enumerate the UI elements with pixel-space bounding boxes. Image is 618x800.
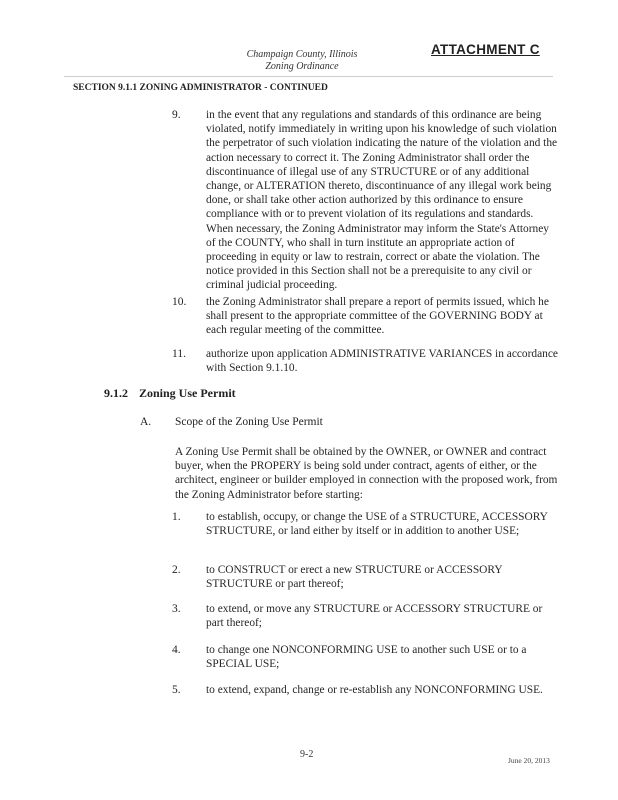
item-number: 10. bbox=[172, 296, 187, 308]
item-text: the Zoning Administrator shall prepare a report of permits issued, which he shall present to the appropriate committee of the GOVERNING BODY at each regular meeting of the committee. bbox=[206, 296, 549, 337]
clause-intro: A Zoning Use Permit shall be obtained by the OWNER, or OWNER and contract buyer, when the PROPERY is being sold under contract, agents of either, or the architect, engineer or builder employed in connection with the proposed work, from the Zoning Administrator before starting: bbox=[175, 446, 558, 501]
list-number: 1. bbox=[172, 511, 181, 523]
header-divider bbox=[64, 76, 553, 77]
list-number: 2. bbox=[172, 564, 181, 576]
page-number: 9-2 bbox=[300, 749, 314, 760]
list-text: to extend, or move any STRUCTURE or ACCESSORY STRUCTURE or part thereof; bbox=[206, 603, 543, 630]
clause-letter: A. bbox=[140, 416, 152, 428]
item-number: 11. bbox=[172, 348, 186, 360]
header-ordinance: Zoning Ordinance bbox=[265, 61, 339, 72]
list-text: to change one NONCONFORMING USE to another such USE or to a SPECIAL USE; bbox=[206, 644, 527, 671]
clause-title: Scope of the Zoning Use Permit bbox=[175, 416, 323, 428]
list-text: to CONSTRUCT or erect a new STRUCTURE or ACCESSORY STRUCTURE or part thereof; bbox=[206, 564, 503, 591]
list-number: 5. bbox=[172, 684, 181, 696]
section-heading: SECTION 9.1.1 ZONING ADMINISTRATOR - CONTINUED bbox=[73, 83, 328, 93]
list-number: 4. bbox=[172, 644, 181, 656]
list-text: to establish, occupy, or change the USE of a STRUCTURE, ACCESSORY STRUCTURE, or land either by itself or in addition to another USE; bbox=[206, 511, 548, 538]
list-text: to extend, expand, change or re-establish any NONCONFORMING USE. bbox=[206, 684, 543, 696]
footer-date: June 20, 2013 bbox=[508, 756, 550, 765]
list-number: 3. bbox=[172, 603, 181, 615]
attachment-label: ATTACHMENT C bbox=[431, 42, 540, 57]
item-text: authorize upon application ADMINISTRATIVE VARIANCES in accordance with Section 9.1.10. bbox=[206, 348, 558, 375]
subsection-number: 9.1.2 bbox=[104, 386, 128, 400]
subsection-title: Zoning Use Permit bbox=[139, 386, 236, 400]
item-text: in the event that any regulations and standards of this ordinance are being violated, notify immediately in writing upon his knowledge of such violation the perpetrator of such violation indicating the nature of the violation and the action necessary to correct it. The Zoning Administrator shall order the discontinuance of illegal use of any STRUCTURE or of any additional change, or ALTERATION thereto, discontinuance of any illegal work being done, or shall take other action authorized by this ordinance to ensure compliance with or to prevent violation of its regulations and standards. When necessary, the Zoning Administrator may inform the State's Attorney of the COUNTY, who shall in turn institute an appropriate action of proceeding in equity or law to restrain, correct or abate the violation. The notice provided in this Section shall not be a prerequisite to any civil or criminal judicial proceeding. bbox=[206, 109, 558, 292]
item-number: 9. bbox=[172, 109, 181, 121]
header-county: Champaign County, Illinois bbox=[246, 49, 358, 60]
running-header bbox=[232, 49, 372, 73]
